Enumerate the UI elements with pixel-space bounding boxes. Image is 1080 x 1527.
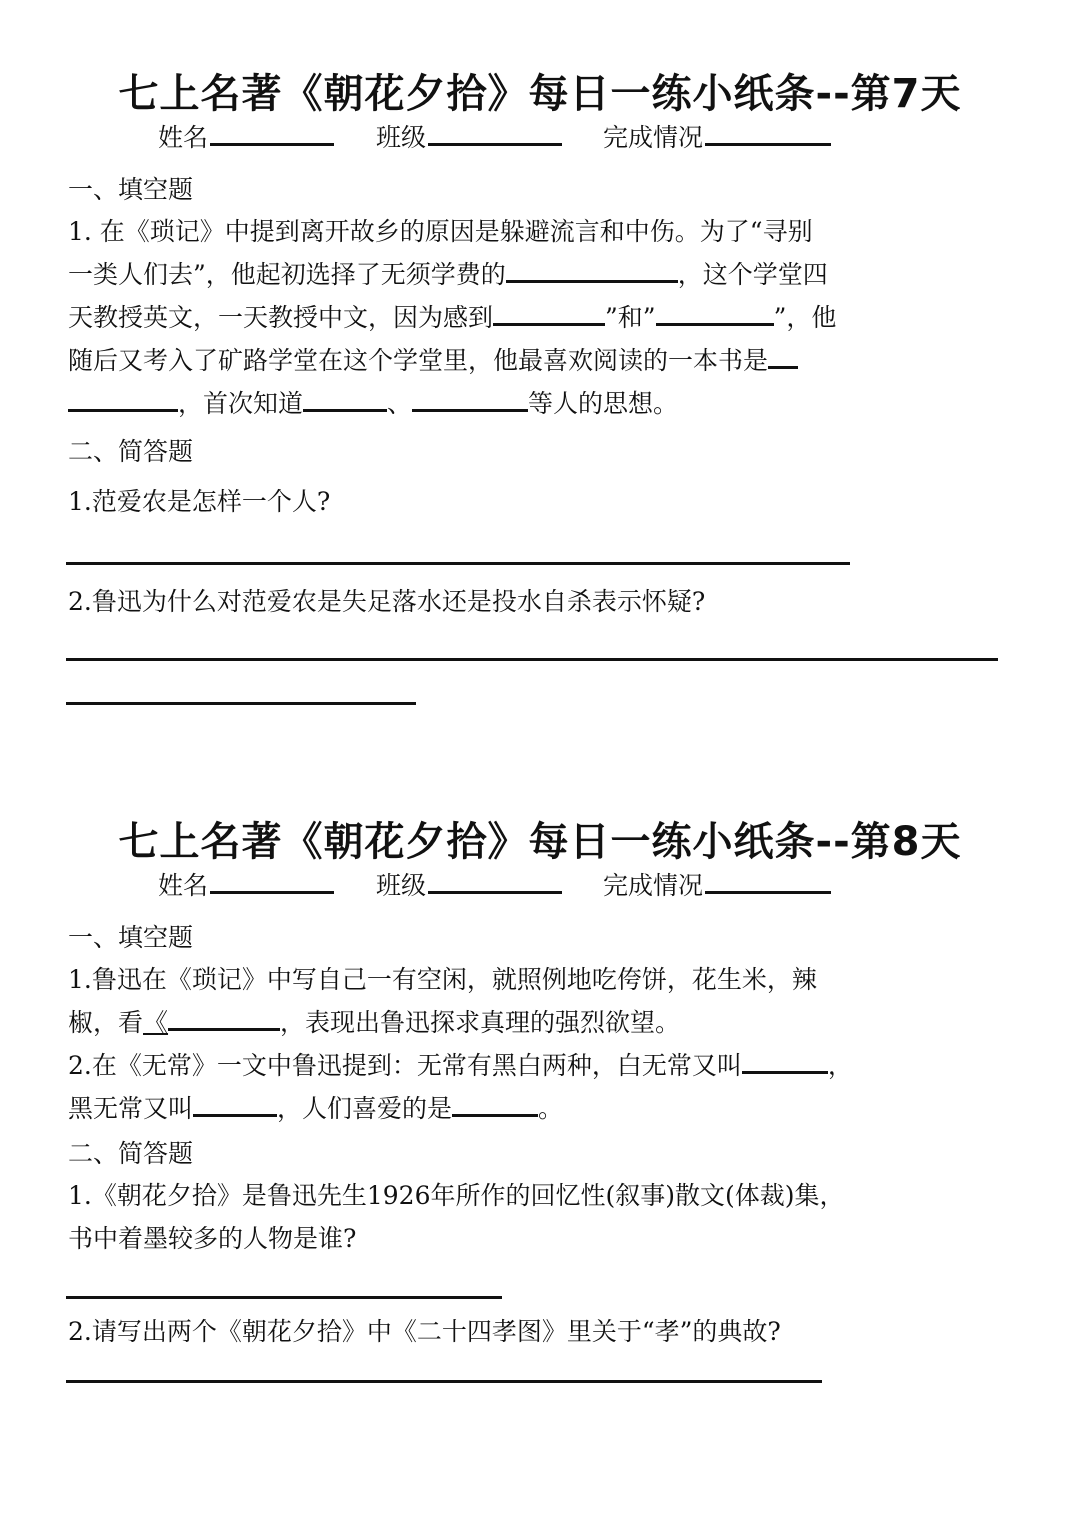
q1-text-6: ”，他 (773, 303, 837, 332)
fill-in-question-2 (68, 1044, 998, 1130)
q1-line-4 (68, 339, 998, 382)
answer-blank[interactable] (68, 387, 178, 412)
completion-blank[interactable] (705, 873, 831, 894)
name-field[interactable] (158, 118, 334, 154)
answer-blank[interactable] (493, 301, 605, 326)
answer-line[interactable] (66, 1296, 502, 1299)
q1-line-3 (68, 296, 998, 339)
answer-line[interactable] (66, 1380, 822, 1383)
q1-text-9: 、 (387, 389, 413, 418)
sa1-line-2: 书中着墨较多的人物是谁? (68, 1224, 357, 1253)
section-fill-in-title: 一、填空题 (68, 923, 194, 952)
q1-text-2: 椒，看 (68, 1008, 144, 1037)
q2-text-2: ， (827, 1051, 853, 1080)
q2-line-2 (68, 1087, 998, 1130)
q1-line-5 (68, 382, 998, 425)
answer-blank[interactable] (303, 387, 387, 412)
fill-in-question-1 (68, 958, 998, 1044)
class-label: 班级 (376, 123, 427, 152)
q1-text-5: ”和” (605, 303, 656, 332)
completion-label: 完成情况 (603, 123, 704, 152)
q1-text-4: ，表现出鲁迅探求真理的强烈欲望。 (280, 1008, 681, 1037)
completion-blank[interactable] (705, 125, 831, 146)
answer-blank[interactable] (768, 344, 798, 369)
name-label: 姓名 (158, 123, 209, 152)
q1-text-1: 1.鲁迅在《琐记》中写自己一有空闲，就照例地吃侉饼，花生米，辣 (68, 965, 817, 994)
class-field[interactable] (376, 866, 562, 902)
answer-line[interactable] (66, 702, 416, 705)
class-blank[interactable] (428, 125, 562, 146)
name-blank[interactable] (210, 125, 334, 146)
answer-line[interactable] (66, 658, 998, 661)
answer-blank[interactable] (742, 1049, 828, 1074)
q1-text-1: 1. 在《琐记》中提到离开故乡的原因是躲避流言和中伤。为了“寻别 (68, 217, 813, 246)
class-label: 班级 (376, 871, 427, 900)
section-short-answer-title: 二、简答题 (68, 437, 194, 466)
completion-field[interactable] (603, 118, 831, 154)
answer-blank[interactable] (168, 1006, 280, 1031)
q2-text-3: 黑无常又叫 (68, 1094, 194, 1123)
name-blank[interactable] (210, 873, 334, 894)
q1-line-1 (68, 210, 998, 253)
short-answer-question-2: 2.请写出两个《朝花夕拾》中《二十四孝图》里关于“孝”的典故? (68, 1317, 781, 1346)
q1-text-3: ，这个学堂四 (677, 260, 828, 289)
answer-blank[interactable] (193, 1092, 277, 1117)
section-fill-in-title: 一、填空题 (68, 175, 194, 204)
answer-blank[interactable] (506, 258, 678, 283)
q1-text-2: 一类人们去”，他起初选择了无须学费的 (68, 260, 506, 289)
answer-blank[interactable] (412, 387, 528, 412)
q2-line-1 (68, 1044, 998, 1087)
q1-line-2 (68, 1001, 998, 1044)
q2-text-1: 2.在《无常》一文中鲁迅提到：无常有黑白两种，白无常又叫 (68, 1051, 742, 1080)
answer-blank[interactable] (656, 301, 774, 326)
completion-label: 完成情况 (603, 871, 704, 900)
worksheet-title: 七上名著《朝花夕拾》每日一练小纸条--第8天 (118, 819, 962, 865)
completion-field[interactable] (603, 866, 831, 902)
q1-text-4: 天教授英文，一天教授中文，因为感到 (68, 303, 494, 332)
short-answer-question-2: 2.鲁迅为什么对范爱农是失足落水还是投水自杀表示怀疑? (68, 587, 706, 616)
class-field[interactable] (376, 118, 562, 154)
name-field[interactable] (158, 866, 334, 902)
q1-text-8: ，首次知道 (178, 389, 304, 418)
q2-text-4: ，人们喜爱的是 (277, 1094, 453, 1123)
short-answer-question-1 (68, 1174, 998, 1260)
section-short-answer-title: 二、简答题 (68, 1139, 194, 1168)
worksheet-title: 七上名著《朝花夕拾》每日一练小纸条--第7天 (118, 71, 962, 117)
q2-text-5: 。 (538, 1094, 564, 1123)
sa1-line-1: 1.《朝花夕拾》是鲁迅先生1926年所作的回忆性(叙事)散文(体裁)集， (68, 1181, 845, 1210)
answer-blank[interactable] (452, 1092, 538, 1117)
class-blank[interactable] (428, 873, 562, 894)
answer-line[interactable] (66, 562, 850, 565)
q1-line-1 (68, 958, 998, 1001)
fill-in-question-1 (68, 210, 998, 425)
q1-text-10: 等人的思想。 (528, 389, 679, 418)
q1-text-7: 随后又考入了矿路学堂在这个学堂里，他最喜欢阅读的一本书是 (68, 346, 769, 375)
q1-text-3: 《 (143, 1008, 169, 1037)
short-answer-question-1: 1.范爱农是怎样一个人? (68, 487, 331, 516)
q1-line-2 (68, 253, 998, 296)
name-label: 姓名 (158, 871, 209, 900)
